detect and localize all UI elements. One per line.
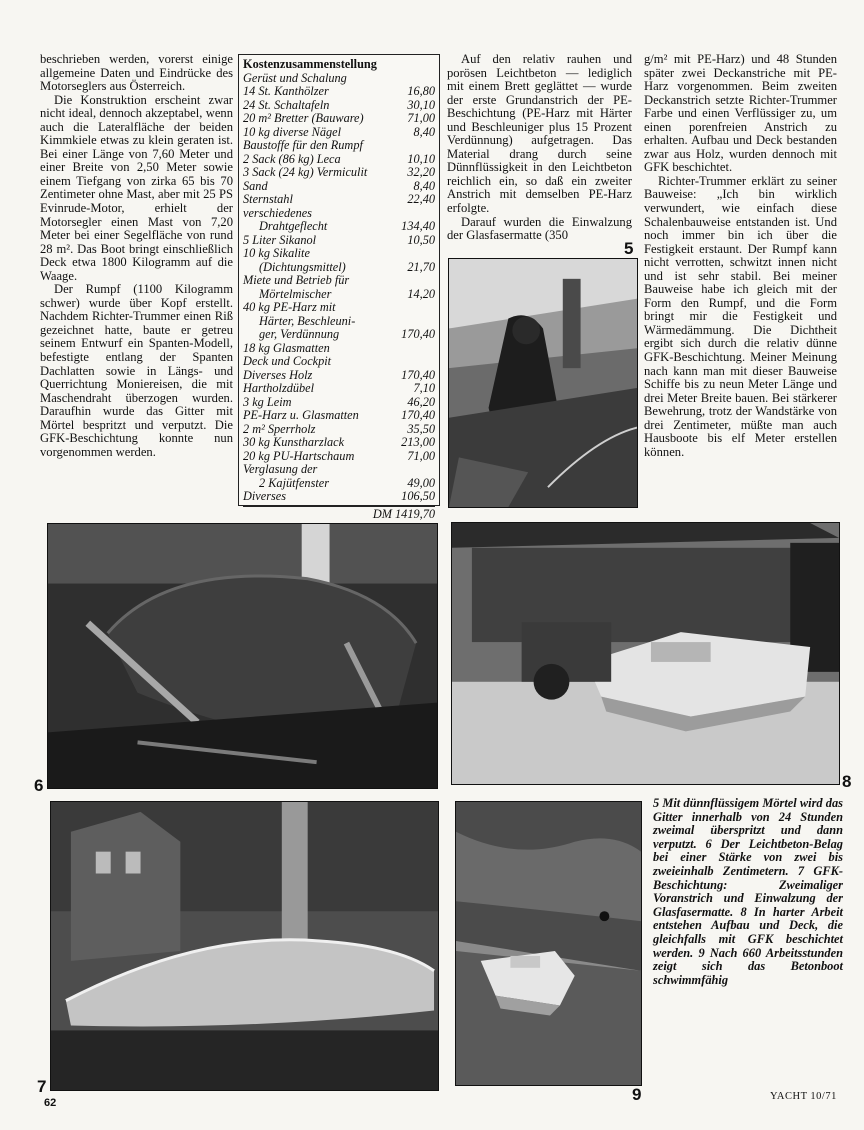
- cost-item-label: Sternstahl: [243, 192, 293, 206]
- cost-item-label: 10 kg Sikalite: [243, 246, 310, 260]
- cost-row: [243, 153, 435, 167]
- cost-row: [243, 382, 435, 396]
- cost-item-value: 8,40: [413, 124, 435, 139]
- cost-rows: [243, 72, 435, 504]
- cost-row: [243, 220, 435, 234]
- figure-captions: 5 Mit dünnflüssigem Mörtel wird das Gitter innerhalb von 24 Stunden zweimal überspritzt und dann verputzt. 6 Der Leichtbeton-Belag bei einer Stärke von zwei bis zweieinhalb Zentimetern. 7 GFK-Beschichtung: Zweimaliger Voranstrich und Einwalzung der Glasfasermatte. 8 In harter Arbeit entstehen Aufbau und Deck, die gleichfalls mit GFK beschichtet werden. 9 Nach 660 Arbeitsstunden zeigt sich das Betonboot schwimmfähig: [653, 796, 843, 987]
- cost-row: [243, 207, 435, 221]
- cost-item-label: Baustoffe für den Rumpf: [243, 138, 363, 152]
- cost-item-label: Härter, Beschleuni-: [259, 313, 356, 328]
- cost-item-value: 16,80: [407, 84, 435, 98]
- cost-item-value: 134,40: [401, 219, 435, 233]
- cost-row: [243, 274, 435, 288]
- cost-item-value: 32,20: [407, 165, 435, 179]
- cost-item-value: 14,20: [407, 286, 435, 301]
- cost-summary-title: Kostenzusammenstellung: [243, 57, 377, 71]
- cost-item-label: ger, Verdünnung: [259, 327, 340, 341]
- cost-item-value: 21,70: [407, 259, 435, 274]
- cost-row: [243, 315, 435, 329]
- cost-item-label: verschiedenes: [243, 205, 312, 220]
- paragraph: Die Konstruktion erscheint zwar nicht ideal, dennoch akzeptabel, wenn auch die Lateralfläche der beiden Kimmkiele etwas zu klein geraten ist. Bei einer Länge von 7,60 Meter und einer Breite von 2,50 Meter sowie einem Tiefgang von zirka 65 bis 70 Zentimeter ohne Mast, aber mit 25 PS Evinrude-Motor, erhielt der Motorsegler einen Mast von 7,20 Meter bei einer Segelfläche von rund 28 m². Das Boot bringt einschließlich Deck etwa 1800 Kilogramm auf die Waage.: [40, 92, 233, 283]
- cost-row: [243, 423, 435, 437]
- photo-8-deck-construction: [451, 522, 840, 785]
- cost-item-label: PE-Harz u. Glasmatten: [243, 408, 359, 422]
- cost-row: [243, 463, 435, 477]
- cost-item-value: 170,40: [401, 327, 435, 341]
- cost-item-value: 106,50: [401, 489, 435, 503]
- cost-row: [243, 99, 435, 113]
- figure-number-5: 5: [624, 239, 634, 258]
- cost-item-label: 40 kg PE-Harz mit: [243, 300, 336, 314]
- cost-row: [243, 369, 435, 383]
- cost-section-heading: [243, 355, 435, 369]
- cost-item-label: Mörtelmischer: [259, 286, 332, 301]
- cost-item-value: 30,10: [407, 97, 435, 112]
- cost-item-label: 2 Sack (86 kg) Leca: [243, 151, 341, 166]
- cost-item-label: 10 kg diverse Nägel: [243, 124, 342, 139]
- cost-row: [243, 261, 435, 275]
- paragraph: Darauf wurden die Einwalzung der Glasfasermatte (350: [447, 214, 632, 243]
- cost-row: [243, 477, 435, 491]
- cost-item-label: 20 m² Bretter (Bauware): [243, 111, 364, 125]
- cost-item-label: 3 Sack (24 kg) Vermiculit: [243, 165, 368, 179]
- cost-item-label: (Dichtungsmittel): [259, 259, 346, 274]
- cost-item-value: 170,40: [401, 408, 435, 422]
- cost-item-label: Hartholzdübel: [243, 381, 315, 395]
- figure-number-7: 7: [37, 1077, 47, 1096]
- paragraph: g/m² mit PE-Harz) und 48 Stunden später zwei Deckanstriche mit PE-Harz vorgenommen. Beim zweiten Deckanstrich setzte Richter-Trummer Farbe und einen Verflüssiger zu, um einen porenfreien Anstrich zu erhalten. Aufbau und Deck bestanden zwar aus Holz, wurden dennoch mit GFK beschichtet.: [644, 52, 837, 175]
- cost-row: [243, 396, 435, 410]
- photo-7-gfk-coating: [50, 801, 439, 1091]
- cost-item-value: 35,50: [407, 421, 435, 436]
- cost-row: [243, 112, 435, 126]
- paragraph: Richter-Trummer erklärt zu seiner Bauweise: „Ich bin wirklich verwundert, wie einfach diese Schalenbauweise entstanden ist. Und noch immer bin ich über die Festigkeit erstaunt. Der Rumpf kann nicht verrotten, schwitzt innen nicht und ist sehr stabil. Bei meiner Bauweise habe ich gleich mit der Form den Rumpf, und die Form bringt mir die Festigkeit und Wärmedämmung. Die Dichtheit ergibt sich durch die relativ dünne GFK-Beschichtung. Meiner Meinung nach kann man mit dieser Bauweise Schiffe bis zu neun Meter Länge und drei Meter Breite bauen. Bei stärkerer Bewehrung, trotz der Wandstärke von drei Zentimeter, müßte man auch Hausboote bis elf Meter erstellen können.: [644, 173, 837, 459]
- cost-item-label: 2 Kajütfenster: [259, 475, 330, 490]
- cost-item-label: Gerüst und Schalung: [243, 70, 347, 85]
- cost-row: [243, 450, 435, 464]
- cost-row: [243, 342, 435, 356]
- issue-label: YACHT 10/71: [770, 1091, 837, 1102]
- cost-summary-box: [238, 54, 440, 521]
- cost-item-label: Sand: [243, 178, 268, 193]
- cost-row: [243, 288, 435, 302]
- cost-item-value: 10,50: [407, 232, 435, 247]
- cost-item-label: Drahtgeflecht: [259, 219, 328, 233]
- cost-row: [243, 234, 435, 248]
- cost-row: [243, 301, 435, 315]
- paragraph: beschrieben werden, vorerst einige allgemeine Daten und Eindrücke des Motorseglers aus Österreich.: [40, 52, 233, 94]
- cost-item-value: 46,20: [407, 394, 435, 409]
- photo-9-boat-afloat: [455, 801, 642, 1086]
- cost-item-value: 22,40: [407, 192, 435, 206]
- cost-item-label: 3 kg Leim: [243, 394, 292, 409]
- cost-item-value: 7,10: [413, 381, 435, 395]
- cost-item-label: 30 kg Kunstharzlack: [243, 435, 345, 449]
- cost-item-value: 71,00: [407, 111, 435, 125]
- cost-item-label: 24 St. Schaltafeln: [243, 97, 330, 112]
- cost-section-heading: [243, 72, 435, 86]
- cost-item-label: 18 kg Glasmatten: [243, 340, 330, 355]
- cost-item-label: Verglasung der: [243, 462, 318, 476]
- cost-row: [243, 328, 435, 342]
- cost-row: [243, 409, 435, 423]
- paragraph: Auf den relativ rauhen und porösen Leichtbeton — lediglich mit einem Brett geglättet — wurde der erste Grundanstrich der PE-Beschichtung (PE-Harz mit Härter und Beschleuniger plus 15 Prozent Verdünnung) aufgetragen. Das Material drang durch seine Dünnflüssigkeit in den Leichtbeton reichlich ein, so daß ein zweiter Anstrich mit demselben PE-Harz erfolgte.: [447, 52, 632, 216]
- cost-item-value: 10,10: [407, 151, 435, 166]
- cost-item-label: Diverses: [243, 489, 287, 503]
- cost-total: DM 1419,70: [243, 506, 435, 522]
- photo-5-mortar-spraying: [448, 258, 638, 508]
- cost-item-label: Diverses Holz: [243, 367, 313, 382]
- cost-item-label: 20 kg PU-Hartschaum: [243, 448, 355, 463]
- cost-item-label: Deck und Cockpit: [243, 354, 332, 368]
- cost-item-label: 5 Liter Sikanol: [243, 232, 317, 247]
- cost-section-heading: [243, 139, 435, 153]
- photo-6-hull-lightweight-concrete: [47, 523, 438, 789]
- figure-number-6: 6: [34, 776, 44, 795]
- cost-row: [243, 247, 435, 261]
- figure-number-9: 9: [632, 1085, 642, 1104]
- cost-item-value: 71,00: [407, 448, 435, 463]
- cost-row: [243, 193, 435, 207]
- cost-row: [243, 180, 435, 194]
- cost-row: [243, 166, 435, 180]
- figure-number-8: 8: [842, 772, 852, 791]
- cost-item-label: 14 St. Kanthölzer: [243, 84, 329, 98]
- article-column-4: [644, 53, 837, 459]
- paragraph: Der Rumpf (1100 Kilogramm schwer) wurde über Kopf erstellt. Nachdem Richter-Trummer einen Riß gezeichnet hatte, baute er getreu seinem Entwurf ein Spanten-Modell, befestigte entlang der Spanten Dachlatten sowie in Längs- und Querrichtung Moniereisen, die mit Maschendraht überzogen wurden. Daraufhin wurde das Gitter mit Mörtel bespritzt und verputzt. Die GFK-Beschichtung konnte nun vorgenommen werden.: [40, 282, 233, 459]
- article-column-1: [40, 53, 233, 459]
- cost-row: [243, 85, 435, 99]
- cost-item-value: 213,00: [401, 435, 435, 449]
- cost-row: [243, 126, 435, 140]
- cost-row: [243, 436, 435, 450]
- cost-row: [243, 490, 435, 504]
- cost-item-value: 49,00: [407, 475, 435, 490]
- cost-item-value: 8,40: [413, 178, 435, 193]
- cost-item-value: 170,40: [401, 367, 435, 382]
- page-number: 62: [44, 1097, 57, 1109]
- cost-item-label: Miete und Betrieb für: [243, 273, 350, 287]
- cost-item-label: 2 m² Sperrholz: [243, 421, 316, 436]
- article-column-3: [447, 53, 632, 243]
